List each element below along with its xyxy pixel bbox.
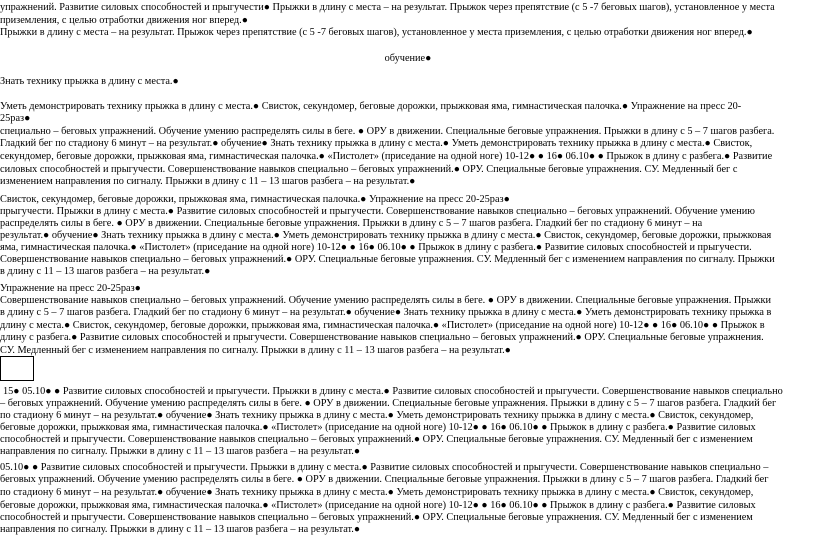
text-line: силовых способностей и прыгучести. Совершенствование навыков специально – беговых упражнений.● ОРУ. Специальные беговые упражнения. СУ. Медленный бег с — [0, 164, 738, 175]
text-line: приземления, с целью отработки движения ног вперед.● — [0, 15, 248, 26]
text-line: упражнений. Развитие силовых способностей и прыгучести● Прыжки в длину с места – на результат. Прыжок через препятствие (с 5 -7 беговых шагов), установленное у места — [0, 2, 775, 13]
text-line: 05.10● ● Развитие силовых способностей и прыгучести. Прыжки в длину с места.● Развитие силовых способностей и прыгучести. Совершенствование навыков специально – — [0, 462, 769, 473]
text-line: беговые дорожки, прыжковая яма, гимнастическая палочка.● «Пистолет» (приседание на одной ноге) 10-12● ● 16● 06.10● ● Прыжок в длину с разбега.● Развитие силовых — [0, 500, 756, 511]
text-line: распределять силы в беге. ● ОРУ в движении. Специальные беговые упражнения. Прыжки в длину с 5 – 7 шагов разбега. Гладкий бег по стадиону 6 минут – на — [0, 218, 703, 229]
text-line: в длину с 11 – 13 шагов разбега – на результат.● — [0, 266, 211, 277]
centered-heading: обучение● — [384, 53, 432, 64]
text-line: длину с разбега.● Развитие силовых способностей и прыгучести. Совершенствование навыков специально – беговых упражнений.● ОРУ. Специальные беговые упражнения. — [0, 332, 764, 343]
text-line: – беговых упражнений. Обучение умению распределять силы в беге. ● ОРУ в движении. Специальные беговые упражнения. Прыжки в длину с 5 – 7 шагов разбега. Гладкий бег — [0, 398, 777, 409]
text-line: по стадиону 6 минут – на результат.● обучение● Знать технику прыжка в длину с места.● Уметь демонстрировать технику прыжка в длину с места.● Свисток, секундомер, — [0, 487, 754, 498]
text-line: результат.● обучение● Знать технику прыжка в длину с места.● Уметь демонстрировать технику прыжка в длину с места.● Свисток, секундомер, беговые дорожки, прыжковая — [0, 230, 772, 241]
text-line: прыгучести. Прыжки в длину с места.● Развитие силовых способностей и прыгучести. Совершенствование навыков специально – беговых упражнений. Обучение умению — [0, 206, 755, 217]
text-line: 15● 05.10● ● Развитие силовых способностей и прыгучести. Прыжки в длину с места.● Развитие силовых способностей и прыгучести. Совершенствование навыков специально — [3, 386, 783, 397]
text-line: Свисток, секундомер, беговые дорожки, прыжковая яма, гимнастическая палочка.● Упражнение на пресс 20-25раз● — [0, 194, 510, 205]
text-line: Совершенствование навыков специально – беговых упражнений. Обучение умению распределять силы в беге. ● ОРУ в движении. Специальные беговые упражнения. Прыжки — [0, 295, 772, 306]
text-line: изменением направления по сигналу. Прыжки в длину с 11 – 13 шагов разбега – на результат.● — [0, 176, 416, 187]
text-line: в длину с 5 – 7 шагов разбега. Гладкий бег по стадиону 6 минут – на результат.● обучение● Знать технику прыжка в длину с места.● Уметь демонстрировать технику прыжка в — [0, 307, 772, 318]
text-line: беговые дорожки, прыжковая яма, гимнастическая палочка.● «Пистолет» (приседание на одной ноге) 10-12● ● 16● 06.10● ● Прыжок в длину с разбега.● Развитие силовых — [0, 422, 756, 433]
text-line: специально – беговых упражнений. Обучение умению распределять силы в беге. ● ОРУ в движении. Специальные беговые упражнения. Прыжки в длину с 5 – 7 шагов разбега. — [0, 126, 775, 137]
text-line: длину с места.● Свисток, секундомер, беговые дорожки, прыжковая яма, гимнастическая палочка.● «Пистолет» (приседание на одной ноге) 10-12● ● 16● 06.10● ● Прыжок в — [0, 320, 765, 331]
text-line: секундомер, беговые дорожки, прыжковая яма, гимнастическая палочка.● «Пистолет» (приседание на одной ноге) 10-12● ● 16● 06.10● ● Прыжок в длину с разбега.● Развитие — [0, 151, 773, 162]
text-line: направления по сигналу. Прыжки в длину с 11 – 13 шагов разбега – на результат.● — [0, 524, 361, 535]
text-line: Прыжки в длину с места – на результат. Прыжок через препятствие (с 5 -7 беговых шагов), установленное у места приземления, с целью отработки движения ног вперед.● — [0, 27, 753, 38]
text-line: способностей и прыгучести. Совершенствование навыков специально – беговых упражнений.● ОРУ. Специальные беговые упражнения. СУ. Медленный бег с изменением — [0, 512, 753, 523]
text-line: 25раз● — [0, 113, 31, 124]
empty-table-cell — [0, 356, 34, 381]
text-line: беговых упражнений. Обучение умению распределять силы в беге. ● ОРУ в движении. Специальные беговые упражнения. Прыжки в длину с 5 – 7 шагов разбега. Гладкий бег — [0, 474, 769, 485]
text-line: Упражнение на пресс 20-25раз● — [0, 283, 141, 294]
text-line: СУ. Медленный бег с изменением направления по сигналу. Прыжки в длину с 11 – 13 шагов разбега – на результат.● — [0, 345, 511, 356]
text-line: по стадиону 6 минут – на результат.● обучение● Знать технику прыжка в длину с места.● Уметь демонстрировать технику прыжка в длину с места.● Свисток, секундомер, — [0, 410, 754, 421]
text-line: способностей и прыгучести. Совершенствование навыков специально – беговых упражнений.● ОРУ. Специальные беговые упражнения. СУ. Медленный бег с изменением — [0, 434, 753, 445]
text-line: направления по сигналу. Прыжки в длину с 11 – 13 шагов разбега – на результат.● — [0, 446, 361, 457]
text-line: Знать технику прыжка в длину с места.● — [0, 76, 179, 87]
text-line: яма, гимнастическая палочка.● «Пистолет» (приседание на одной ноге) 10-12● ● 16● 06.10● ● Прыжок в длину с разбега.● Развитие силовых способностей и прыгучести. — [0, 242, 752, 253]
text-line: Совершенствование навыков специально – беговых упражнений.● ОРУ. Специальные беговые упражнения. СУ. Медленный бег с изменением направления по сигналу. Прыжки — [0, 254, 775, 265]
text-line: Уметь демонстрировать технику прыжка в длину с места.● Свисток, секундомер, беговые дорожки, прыжковая яма, гимнастическая палочка.● Упражнение на пресс 20- — [0, 101, 742, 112]
text-line: Гладкий бег по стадиону 6 минут – на результат.● обучение● Знать технику прыжка в длину с места.● Уметь демонстрировать технику прыжка в длину с места.● Свисток, — [0, 138, 753, 149]
